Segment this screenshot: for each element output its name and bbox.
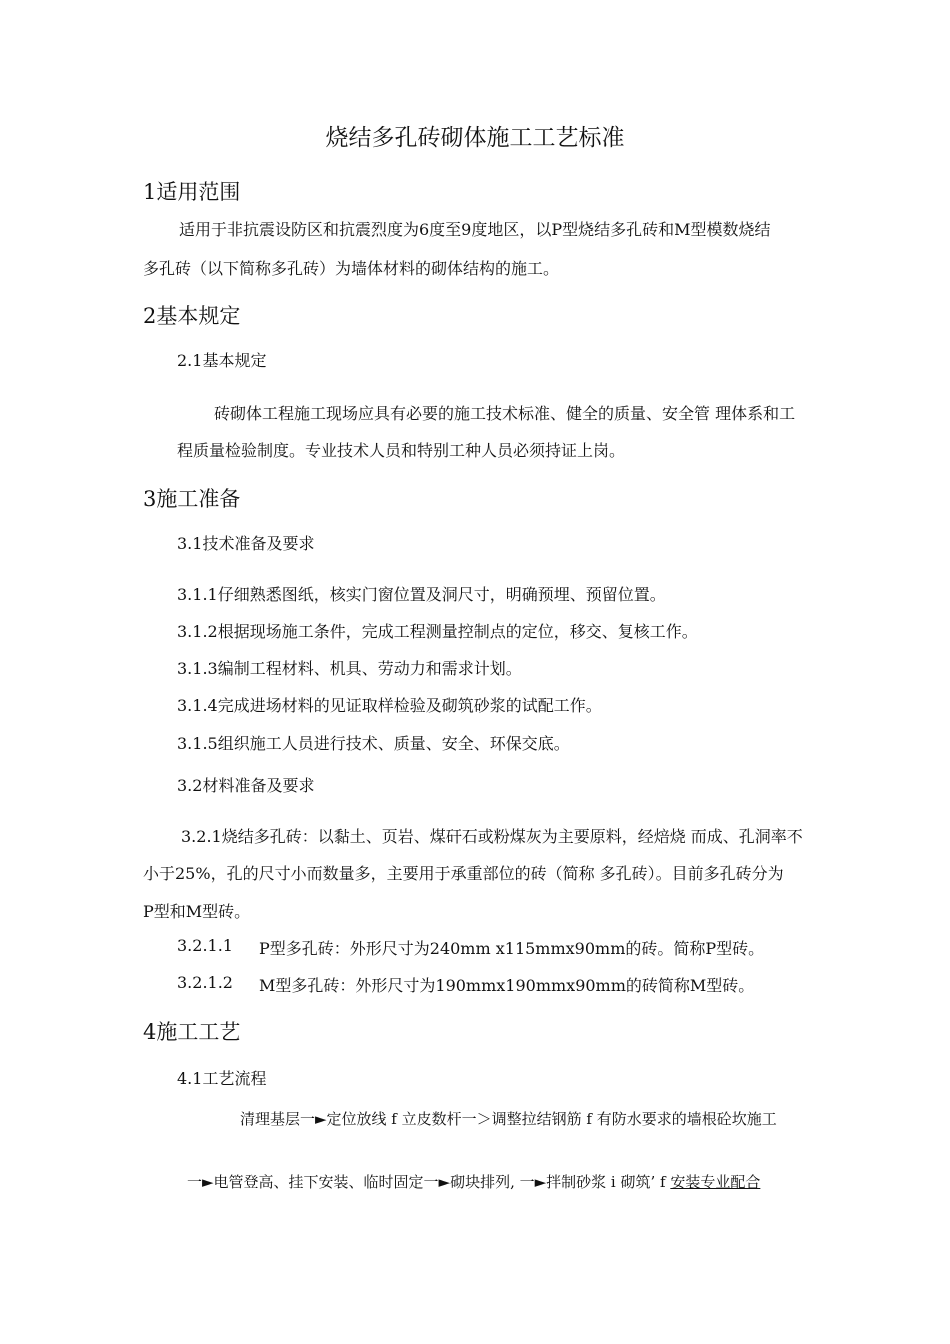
subsection-heading-2-1: 2.1基本规定: [177, 351, 267, 370]
section-2-paragraph-line-1: 砖砌体工程施工现场应具有必要的施工技术标准、健全的质量、安全管 理体系和工: [214, 404, 796, 423]
subsection-heading-3-2: 3.2材料准备及要求: [177, 776, 315, 795]
list-item: 3.1.3编制工程材料、机具、劳动力和需求计划。: [177, 659, 522, 678]
item-3-2-1-2-text: M型多孔砖：外形尺寸为190mmx190mmx90mm的砖简称M型砖。: [259, 976, 755, 995]
paragraph-3-2-1-line-2: 小于25%，孔的尺寸小而数量多，主要用于承重部位的砖（简称 多孔砖）。目前多孔砖分为: [143, 864, 784, 883]
section-heading-2: 2基本规定: [143, 304, 241, 328]
subsection-heading-4-1: 4.1工艺流程: [177, 1069, 267, 1088]
process-flow-line-2-text: 一►电管登高、挂下安装、临时固定一►砌块排列, 一►拌制砂浆 i 砌筑’ f: [187, 1173, 671, 1191]
page-title: 烧结多孔砖砌体施工工艺标准: [325, 125, 625, 151]
section-1-paragraph-line-2: 多孔砖（以下简称多孔砖）为墙体材料的砌体结构的施工。: [143, 259, 560, 278]
paragraph-3-2-1-line-3: P型和M型砖。: [143, 902, 251, 921]
section-heading-1: 1适用范围: [143, 180, 241, 204]
section-heading-3: 3施工准备: [143, 487, 241, 511]
item-3-2-1-2-number: 3.2.1.2: [177, 973, 233, 992]
section-1-paragraph-line-1: 适用于非抗震设防区和抗震烈度为6度至9度地区，以P型烧结多孔砖和M型模数烧结: [179, 220, 771, 239]
item-3-2-1-1-text: P型多孔砖：外形尺寸为240mm x115mmx90mm的砖。简称P型砖。: [259, 939, 765, 958]
process-flow-underlined-step: 安装专业配合: [670, 1173, 761, 1191]
list-item: 3.1.2根据现场施工条件，完成工程测量控制点的定位，移交、复核工作。: [177, 622, 698, 641]
list-item: 3.1.4完成进场材料的见证取样检验及砌筑砂浆的试配工作。: [177, 696, 602, 715]
subsection-heading-3-1: 3.1技术准备及要求: [177, 534, 315, 553]
list-item: 3.1.1仔细熟悉图纸，核实门窗位置及洞尺寸，明确预埋、预留位置。: [177, 585, 666, 604]
item-3-2-1-1-number: 3.2.1.1: [177, 936, 233, 955]
section-2-paragraph-line-2: 程质量检验制度。专业技术人员和特别工种人员必须持证上岗。: [177, 441, 626, 460]
list-item: 3.1.5组织施工人员进行技术、质量、安全、环保交底。: [177, 734, 570, 753]
process-flow-line-2: [187, 1171, 760, 1192]
section-heading-4: 4施工工艺: [143, 1020, 241, 1044]
process-flow-line-1: 清理基层一►定位放线 f 立皮数杆一＞调整拉结钢筋 f 有防水要求的墙根砼坎施工: [240, 1110, 777, 1128]
paragraph-3-2-1-line-1: 3.2.1烧结多孔砖：以黏土、页岩、煤矸石或粉煤灰为主要原料，经焙烧 而成、孔洞率不: [181, 827, 803, 846]
